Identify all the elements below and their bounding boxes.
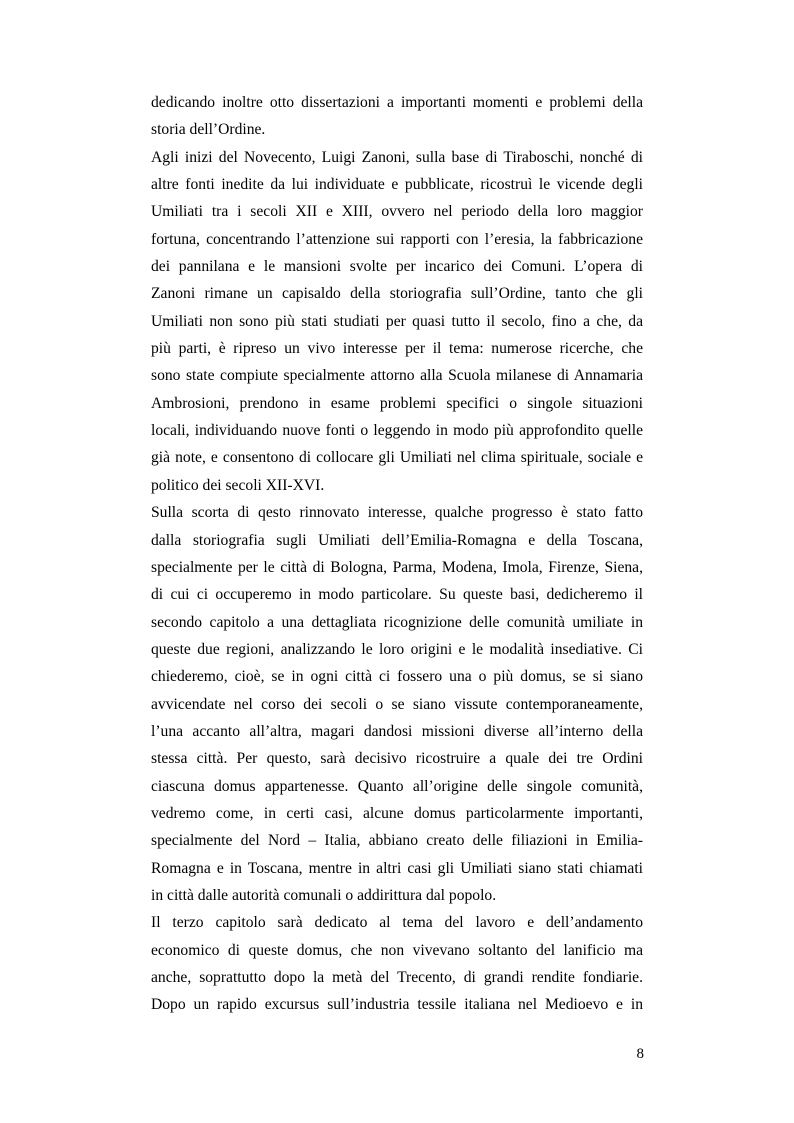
- paragraph: [151, 909, 643, 1018]
- text-line: locali, individuando nuove fonti o leggendo in modo più approfondito quelle: [151, 422, 643, 440]
- text-line: chiederemo, cioè, se in ogni città ci fossero una o più domus, se si siano: [151, 668, 643, 686]
- text-line: più parti, è ripreso un vivo interesse per il tema: numerose ricerche, che: [151, 340, 643, 358]
- paragraph: [151, 89, 643, 144]
- body-text: [151, 89, 643, 1019]
- text-line: politico dei secoli XII-XVI.: [151, 476, 325, 494]
- text-line: dalla storiografia sugli Umiliati dell’Emilia-Romagna e della Toscana,: [151, 531, 643, 549]
- text-line: Dopo un rapido excursus sull’industria tessile italiana nel Medioevo e in: [151, 996, 643, 1014]
- text-line: secondo capitolo a una dettagliata ricognizione delle comunità umiliate in: [151, 613, 643, 631]
- text-line: dei pannilana e le mansioni svolte per incarico dei Comuni. L’opera di: [151, 258, 643, 276]
- text-line: l’una accanto all’altra, magari dandosi missioni diverse all’interno della: [151, 722, 643, 740]
- text-line: Romagna e in Toscana, mentre in altri casi gli Umiliati siano stati chiamati: [151, 859, 643, 877]
- text-line: Zanoni rimane un capisaldo della storiografia sull’Ordine, tanto che gli: [151, 285, 643, 303]
- text-line: vedremo come, in certi casi, alcune domus particolarmente importanti,: [151, 804, 643, 822]
- text-line: storia dell’Ordine.: [151, 121, 266, 139]
- text-line: anche, soprattutto dopo la metà del Trecento, di grandi rendite fondiarie.: [151, 969, 643, 986]
- text-line: di cui ci occuperemo in modo particolare. Su queste basi, dedicheremo il: [151, 586, 643, 604]
- text-line: Umiliati non sono più stati studiati per quasi tutto il secolo, fino a che, da: [151, 312, 643, 330]
- paragraph: [151, 499, 643, 909]
- text-line: Il terzo capitolo sarà dedicato al tema del lavoro e dell’andamento: [151, 914, 643, 932]
- text-line: altre fonti inedite da lui individuate e pubblicate, ricostruì le vicende degli: [151, 176, 643, 194]
- text-line: stessa città. Per questo, sarà decisivo ricostruire a quale dei tre Ordini: [151, 750, 643, 768]
- page-number: 8: [636, 1046, 644, 1062]
- text-line: queste due regioni, analizzando le loro origini e le modalità insediative. Ci: [151, 640, 643, 658]
- text-line: dedicando inoltre otto dissertazioni a importanti momenti e problemi della: [151, 94, 643, 111]
- text-line: specialmente del Nord – Italia, abbiano creato delle filiazioni in Emilia-: [151, 832, 643, 850]
- text-line: Sulla scorta di qesto rinnovato interesse, qualche progresso è stato fatto: [151, 504, 643, 522]
- text-line: specialmente per le città di Bologna, Parma, Modena, Imola, Firenze, Siena,: [151, 558, 643, 576]
- text-line: Ambrosioni, prendono in esame problemi specifici o singole situazioni: [151, 394, 643, 412]
- text-line: economico di queste domus, che non vivevano soltanto del lanificio ma: [151, 941, 643, 959]
- text-line: già note, e consentono di collocare gli Umiliati nel clima spirituale, sociale e: [151, 449, 643, 467]
- text-line: Umiliati tra i secoli XII e XIII, ovvero nel periodo della loro maggior: [151, 203, 643, 221]
- text-line: sono state compiute specialmente attorno alla Scuola milanese di Annamaria: [151, 367, 643, 385]
- text-line: avvicendate nel corso dei secoli o se siano vissute contemporaneamente,: [151, 695, 643, 713]
- text-line: ciascuna domus appartenesse. Quanto all’origine delle singole comunità,: [151, 777, 643, 795]
- text-line: Agli inizi del Novecento, Luigi Zanoni, sulla base di Tiraboschi, nonché di: [151, 148, 643, 166]
- paragraph: [151, 144, 643, 499]
- text-line: in città dalle autorità comunali o addirittura dal popolo.: [151, 886, 497, 904]
- text-line: fortuna, concentrando l’attenzione sui rapporti con l’eresia, la fabbricazione: [151, 230, 643, 248]
